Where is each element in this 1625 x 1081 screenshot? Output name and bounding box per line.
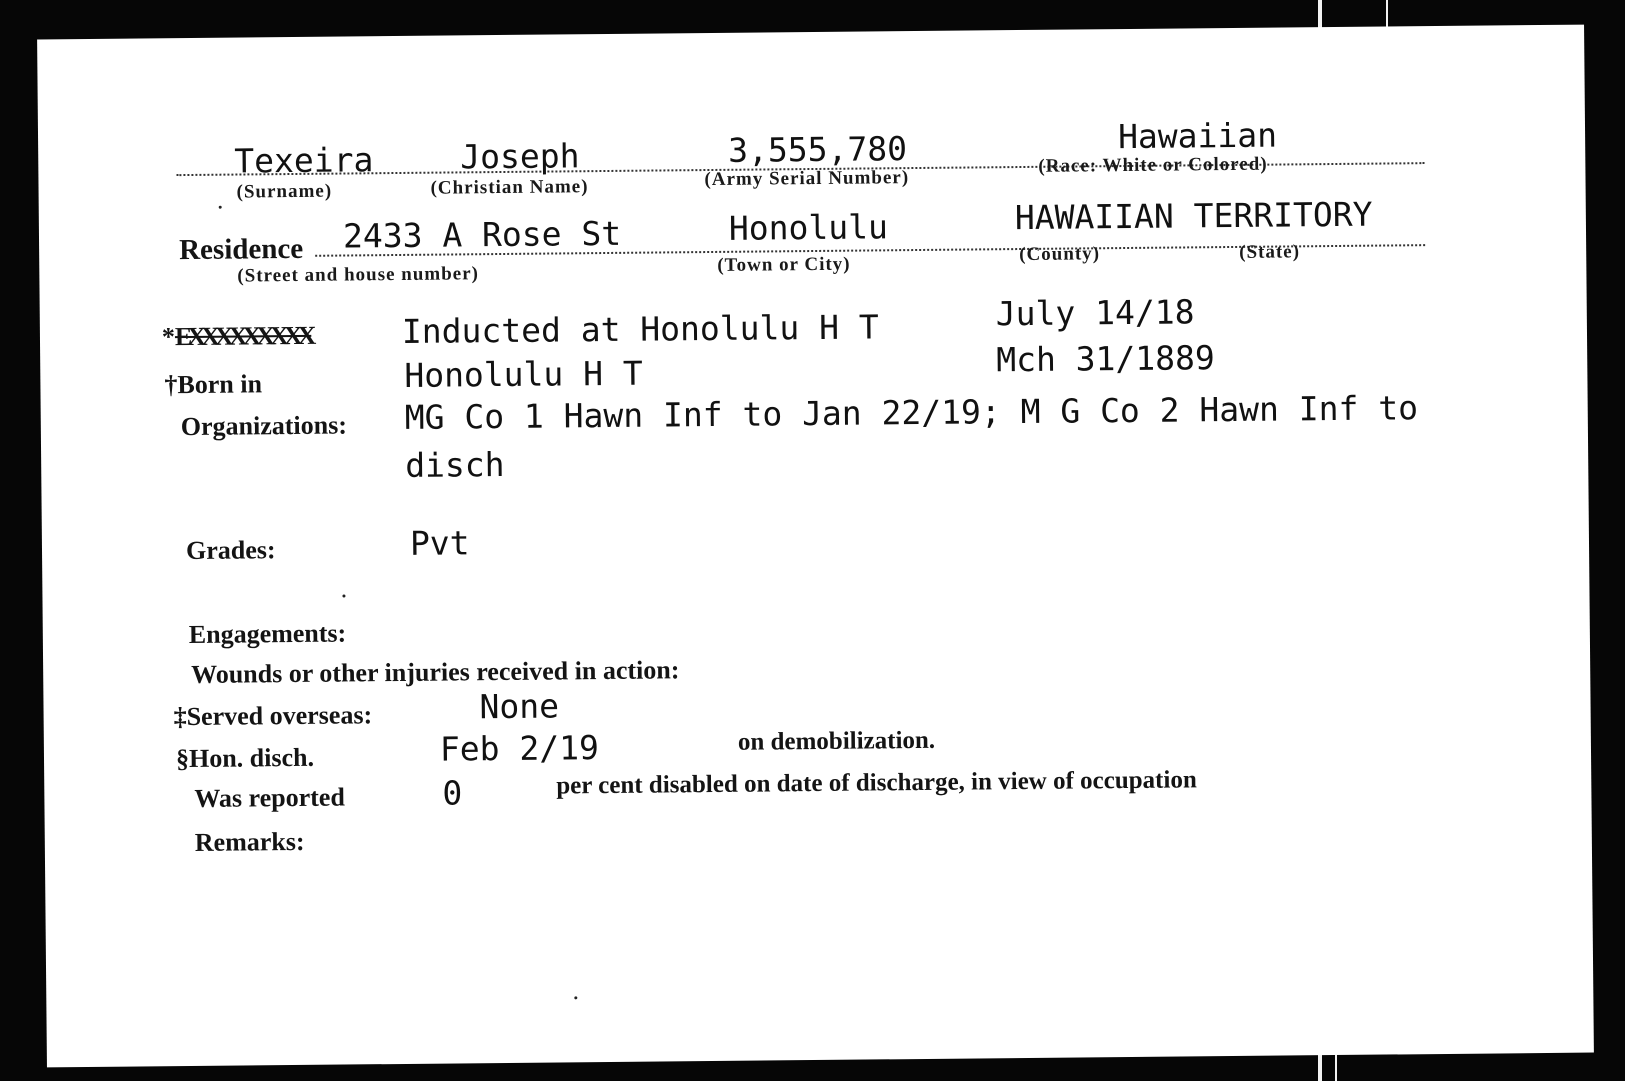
organizations-line-1: MG Co 1 Hawn Inf to Jan 22/19; M G Co 2 Hawn Inf to [404,388,1419,437]
discharge-date: Feb 2/19 [439,728,600,769]
street-value: 2433 A Rose St [342,213,622,256]
surname-value: Texeira [234,140,374,181]
scan-speck [574,996,577,999]
christian-name-value: Joseph [460,136,580,177]
reported-label: Was reported [194,782,345,813]
town-value: Honolulu [728,207,889,248]
scan-speck [219,206,222,209]
born-place: Honolulu H T [404,353,643,395]
overseas-value: None [479,686,560,727]
grades-label: Grades: [185,535,276,566]
born-label: †Born in [164,369,263,400]
serial-number-value: 3,555,780 [728,129,908,170]
entry-value: Inducted at Honolulu H T [401,307,879,351]
entry-label [162,321,312,352]
organizations-line-2: disch [405,444,505,485]
reported-value: 0 [442,773,463,813]
remarks-label: Remarks: [194,826,305,857]
street-caption: (Street and house number) [237,263,480,287]
reported-note: per cent disabled on date of discharge, in view of occupation [556,766,1197,800]
race-caption: (Race: White or Colored) [1038,153,1268,177]
state-caption: (State) [1239,241,1301,263]
entry-label-text: EXXXXXXXXX [174,320,312,352]
entry-date: July 14/18 [995,292,1195,334]
entry-label-marker: * [161,322,176,352]
residence-label: Residence [178,232,304,267]
town-caption: (Town or City) [717,253,851,276]
film-edge-line [1318,0,1322,30]
county-caption: (County) [1019,243,1101,266]
organizations-label: Organizations: [180,410,348,442]
grades-value: Pvt [409,523,470,563]
county-value: HAWAIIAN TERRITORY [1014,194,1373,238]
record-card [37,25,1594,1068]
scan-speck [342,595,345,598]
born-date: Mch 31/1889 [996,338,1215,380]
christian-name-caption: (Christian Name) [430,176,589,199]
engagements-label: Engagements: [188,618,347,650]
race-value: Hawaiian [1117,115,1278,157]
surname-caption: (Surname) [236,180,333,203]
wounds-label: Wounds or other injuries received in action: [191,655,680,689]
serial-number-caption: (Army Serial Number) [704,167,910,191]
discharge-note: on demobilization. [737,726,936,756]
overseas-label: ‡Served overseas: [173,700,373,732]
discharge-label: §Hon. disch. [175,742,315,774]
